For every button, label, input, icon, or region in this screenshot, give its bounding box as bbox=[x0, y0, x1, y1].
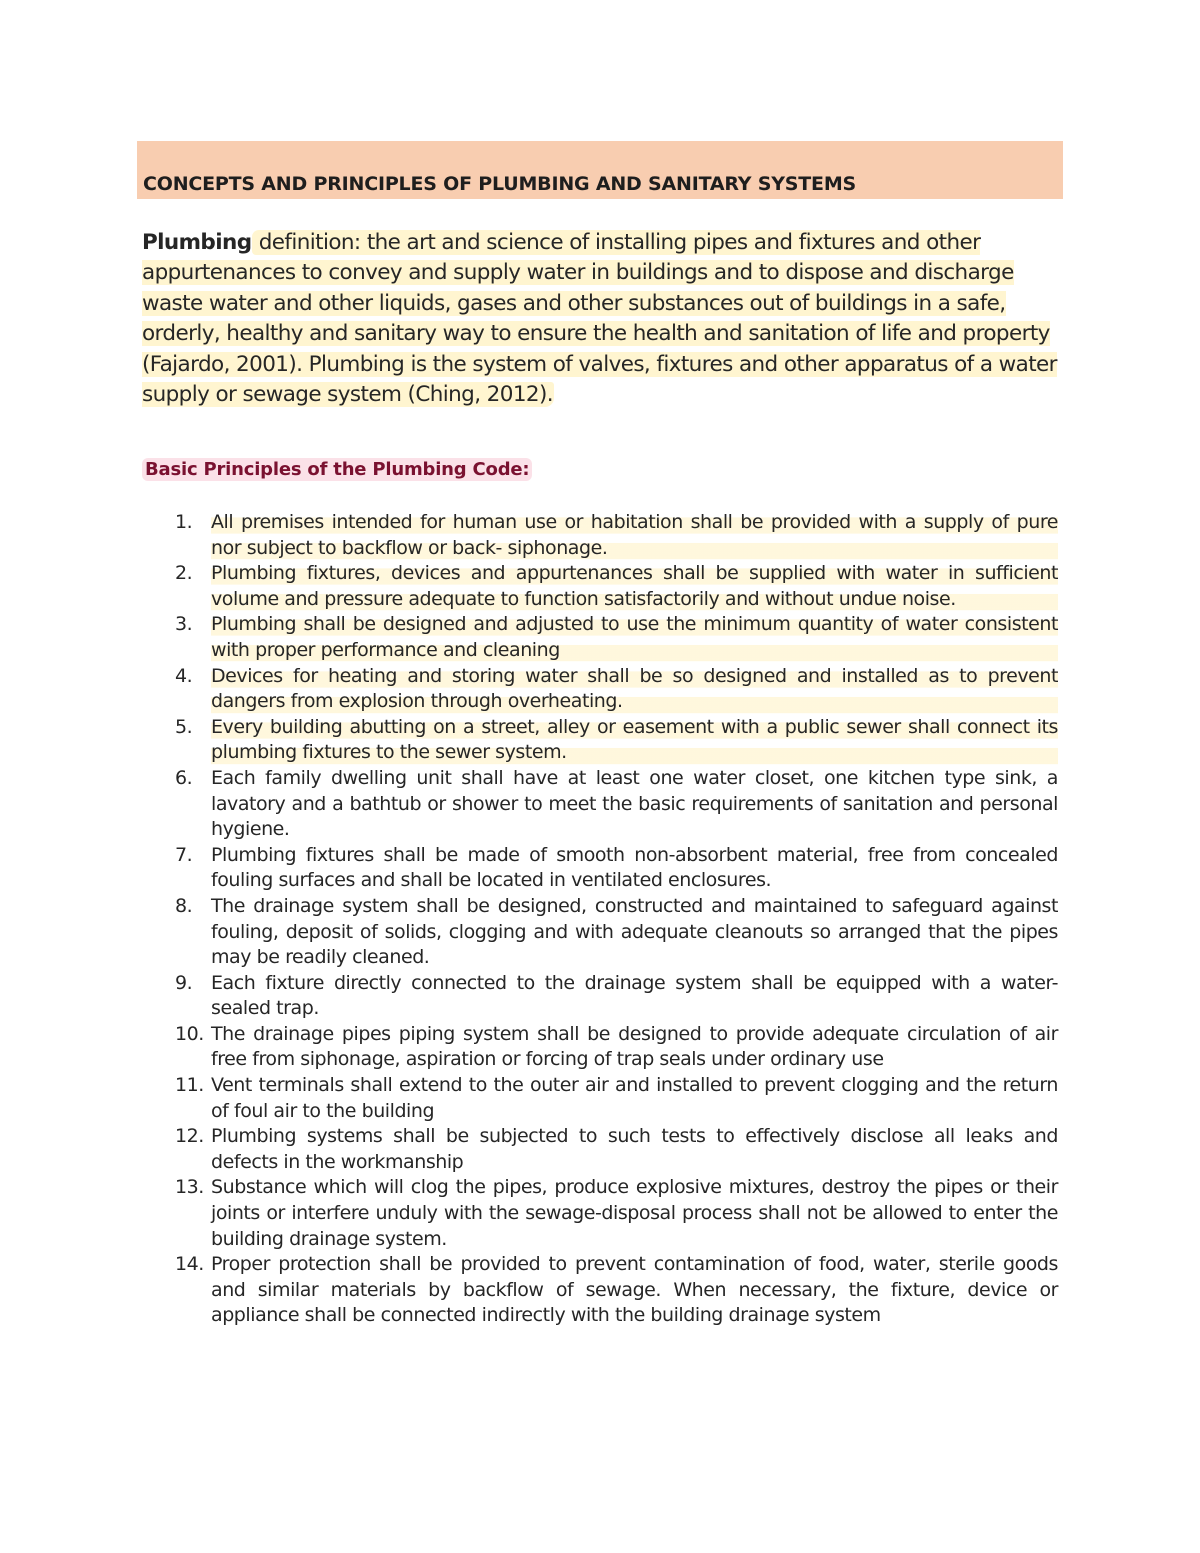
list-item-text: All premises intended for human use or habitation shall be provided with a supply of pure nor subject to backflow or back- siphonage. bbox=[211, 510, 1058, 561]
list-item-number: 12. bbox=[175, 1125, 204, 1148]
definition-text: definition: the art and science of installing pipes and fixtures and other appurtenances to convey and supply water in buildings and to dispose and discharge waste water and other liquids, gases and other substances out of buildings in a safe, orderly, healthy and sanitary way to ensure the health and sanitation of life and property (Fajardo, 2001). Plumbing is the system of valves, fixtures and other apparatus of a water supply or sewage system (Ching, 2012). bbox=[142, 230, 1057, 408]
list-item bbox=[142, 1124, 1058, 1175]
list-item-text: Plumbing systems shall be subjected to such tests to effectively disclose all leaks and defects in the workmanship bbox=[211, 1125, 1058, 1173]
list-item-number: 14. bbox=[175, 1253, 204, 1276]
list-item-number: 10. bbox=[175, 1022, 204, 1045]
list-item-text: Every building abutting on a street, alley or easement with a public sewer shall connect its plumbing fixtures to the sewer system. bbox=[211, 715, 1058, 766]
definition-paragraph bbox=[142, 228, 1067, 410]
list-item-number: 11. bbox=[175, 1074, 204, 1097]
document-title: CONCEPTS AND PRINCIPLES OF PLUMBING AND SANITARY SYSTEMS bbox=[143, 173, 857, 195]
list-item-number: 7. bbox=[175, 843, 193, 866]
list-item bbox=[142, 510, 1058, 561]
list-item-number: 1. bbox=[175, 511, 193, 533]
list-item-text: Each fixture directly connected to the drainage system shall be equipped with a water-sealed trap. bbox=[211, 971, 1058, 1020]
list-item-text: Substance which will clog the pipes, produce explosive mixtures, destroy the pipes or their joints or interfere unduly with the sewage-disposal process shall not be allowed to enter the building drainage system. bbox=[211, 1176, 1058, 1250]
list-item-number: 8. bbox=[175, 894, 193, 917]
list-item-text: Plumbing shall be designed and adjusted to use the minimum quantity of water consistent with proper performance and cleaning bbox=[211, 612, 1058, 663]
list-item-text: Plumbing fixtures shall be made of smooth non-absorbent material, free from concealed fouling surfaces and shall be located in ventilated enclosures. bbox=[211, 843, 1058, 892]
list-item bbox=[142, 561, 1058, 612]
list-item-text: Devices for heating and storing water shall be so designed and installed as to prevent dangers from explosion through overheating. bbox=[211, 664, 1058, 715]
list-item bbox=[142, 1073, 1058, 1124]
list-item bbox=[142, 766, 1058, 843]
list-item-text: Proper protection shall be provided to prevent contamination of food, water, sterile goods and similar materials by backflow of sewage. When necessary, the fixture, device or appliance shall be connected indirectly with the building drainage system bbox=[211, 1253, 1058, 1327]
list-item bbox=[142, 894, 1058, 971]
list-item-number: 4. bbox=[175, 664, 193, 687]
list-item-number: 13. bbox=[175, 1176, 204, 1199]
list-item bbox=[142, 715, 1058, 766]
list-item-number: 2. bbox=[175, 562, 193, 585]
list-item-number: 5. bbox=[175, 715, 193, 738]
list-item-number: 3. bbox=[175, 613, 193, 636]
list-item bbox=[142, 1252, 1058, 1329]
list-item bbox=[142, 664, 1058, 715]
list-item bbox=[142, 1022, 1058, 1073]
list-item-text: Vent terminals shall extend to the outer air and installed to prevent clogging and the return of foul air to the building bbox=[211, 1074, 1058, 1122]
list-item bbox=[142, 612, 1058, 663]
list-item bbox=[142, 1175, 1058, 1252]
list-item-text: The drainage pipes piping system shall be designed to provide adequate circulation of air free from siphonage, aspiration or forcing of trap seals under ordinary use bbox=[211, 1022, 1058, 1071]
list-item bbox=[142, 971, 1058, 1022]
definition-term: Plumbing bbox=[142, 230, 252, 255]
list-item bbox=[142, 843, 1058, 894]
list-item-text: Plumbing fixtures, devices and appurtenances shall be supplied with water in sufficient volume and pressure adequate to function satisfactorily and without undue noise. bbox=[211, 561, 1058, 612]
principles-heading: Basic Principles of the Plumbing Code: bbox=[142, 458, 532, 481]
principles-list bbox=[142, 510, 1058, 1329]
list-item-text: Each family dwelling unit shall have at least one water closet, one kitchen type sink, a lavatory and a bathtub or shower to meet the basic requirements of sanitation and personal hygiene. bbox=[211, 766, 1058, 841]
list-item-number: 9. bbox=[175, 971, 193, 994]
list-item-text: The drainage system shall be designed, constructed and maintained to safeguard against fouling, deposit of solids, clogging and with adequate cleanouts so arranged that the pipes may be readily cleaned. bbox=[211, 894, 1058, 969]
title-band bbox=[137, 141, 1063, 199]
list-item-number: 6. bbox=[175, 766, 193, 789]
